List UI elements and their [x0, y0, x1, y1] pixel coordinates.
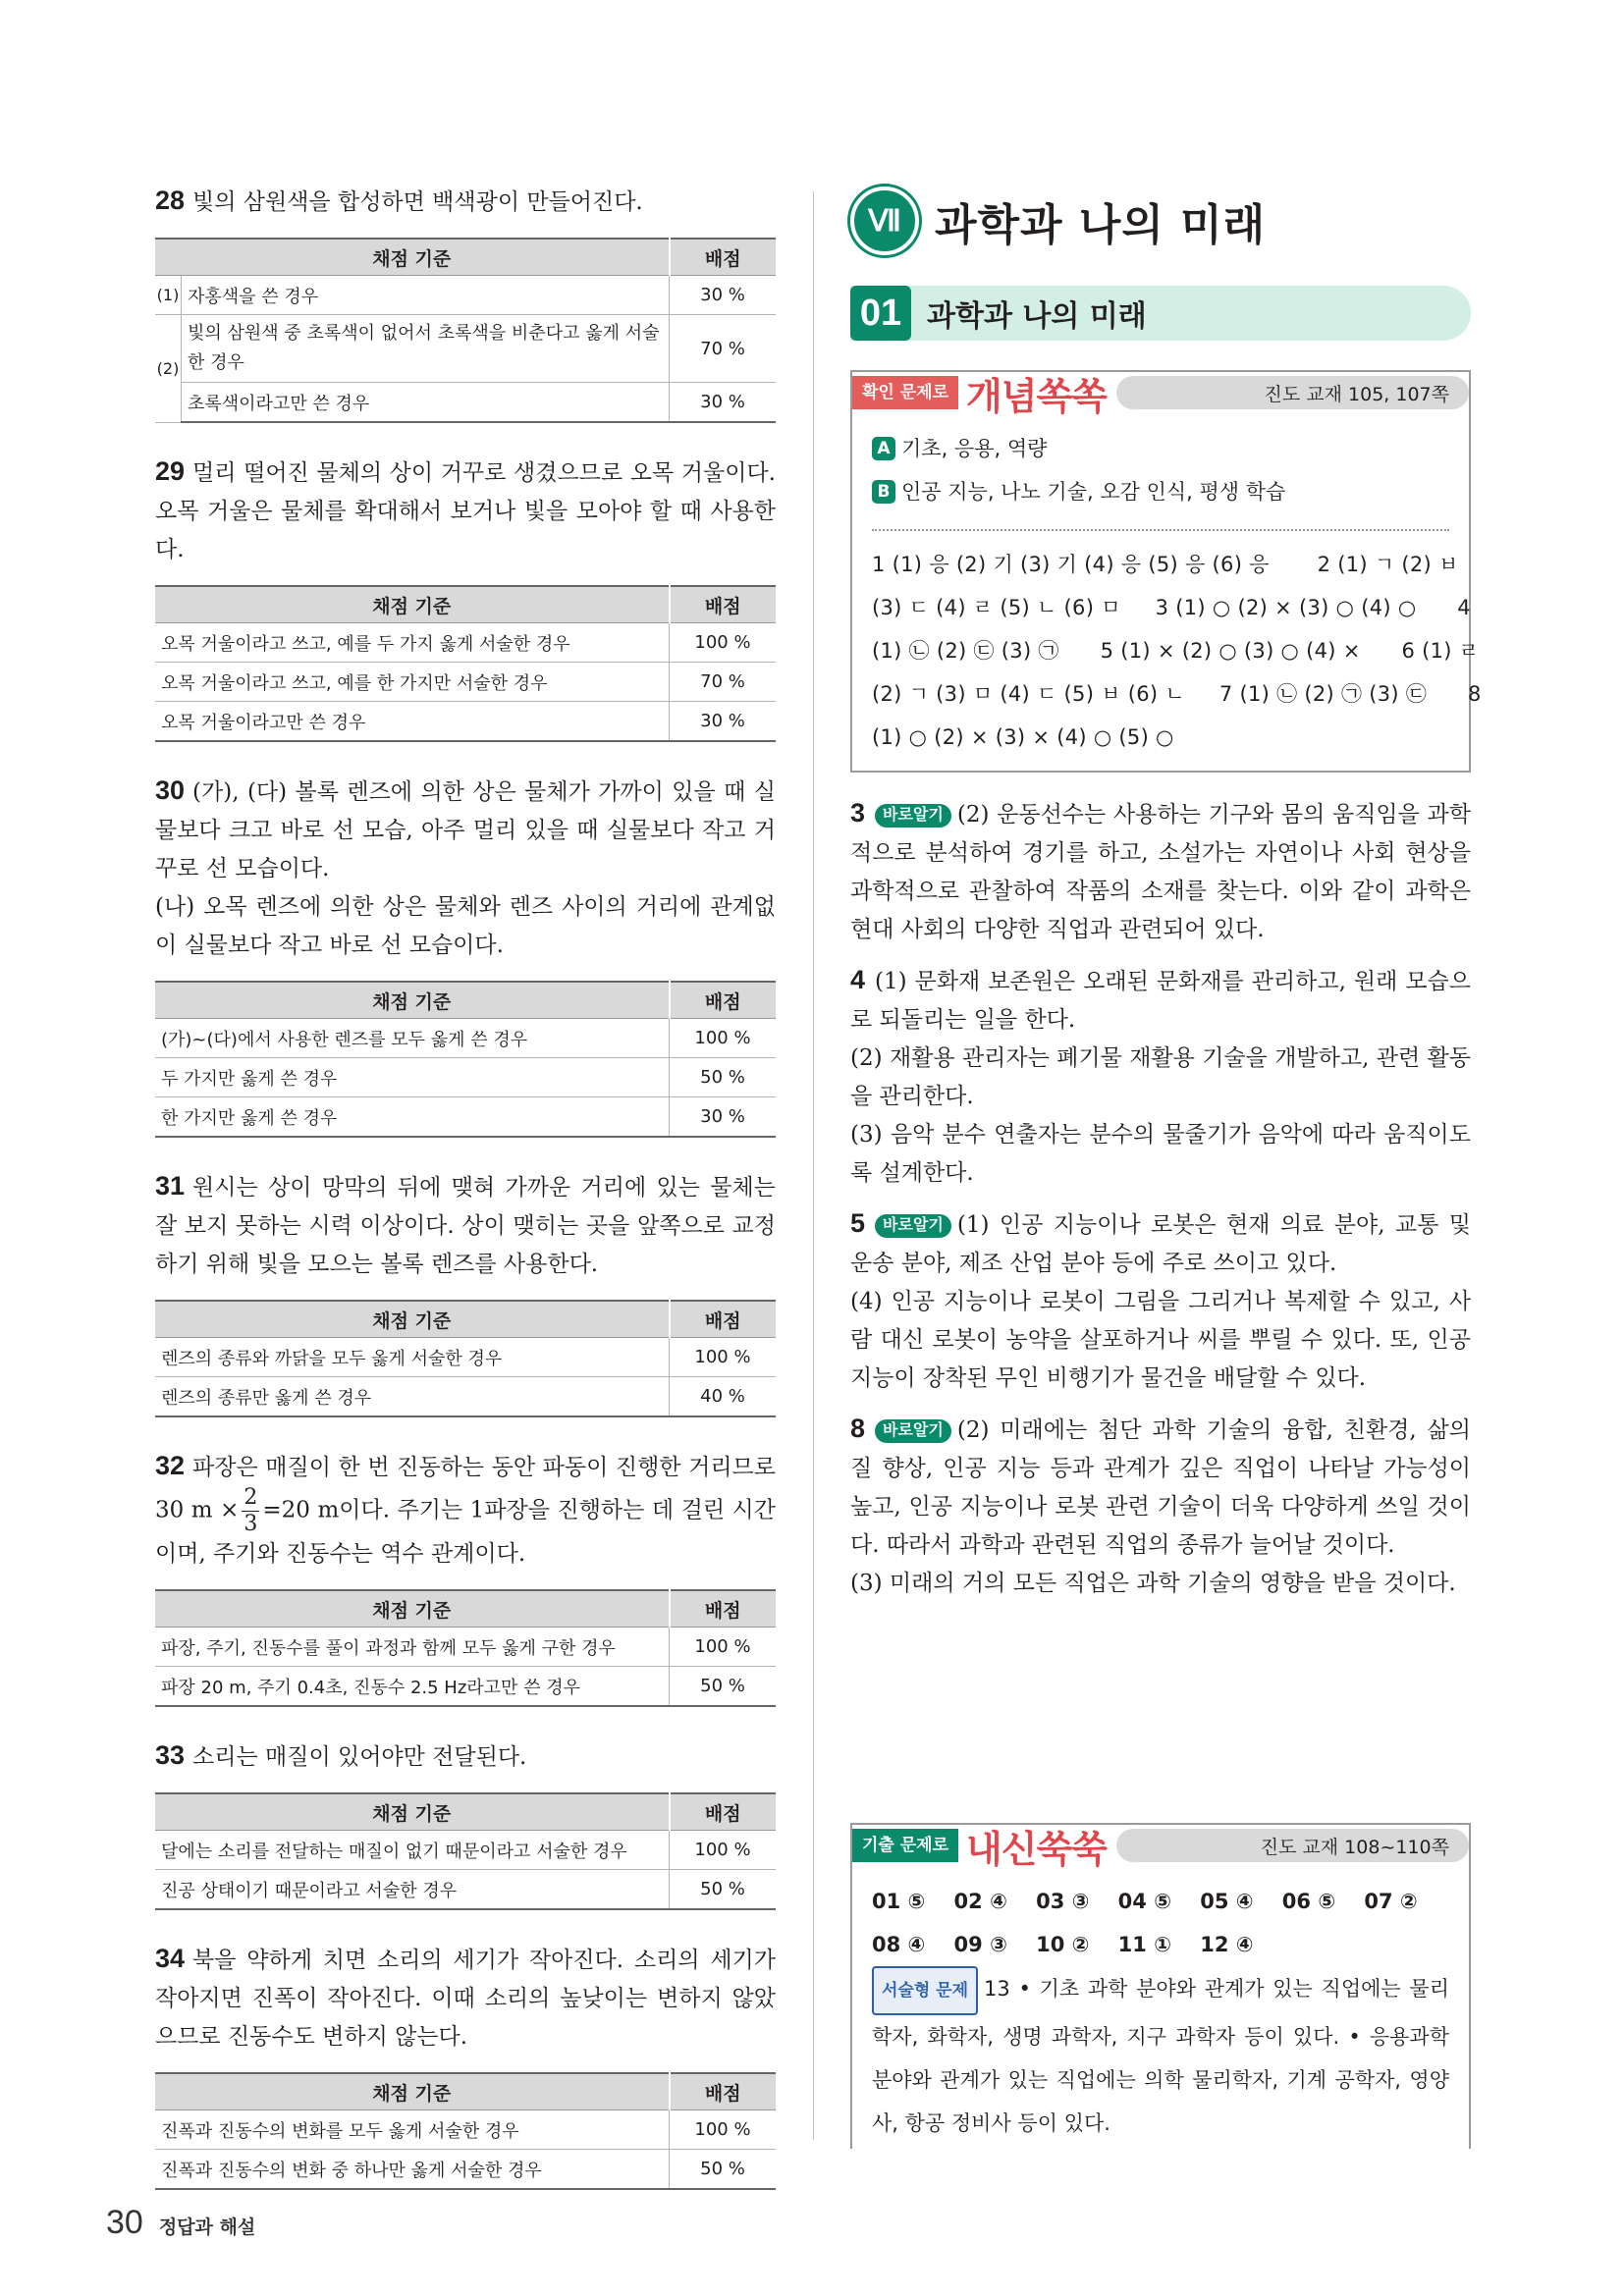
question-number: 30 [155, 775, 186, 805]
section-number: 01 [850, 286, 911, 341]
grading-table-30: 채점 기준 배점 (가)~(다)에서 사용한 렌즈를 모두 옳게 쓴 경우 100 % 두 가지만 옳게 쓴 경우 50 % 한 가지만 옳게 쓴 경우 30 % [155, 981, 776, 1138]
page-reference: 진도 교재 105, 107쪽 [1116, 376, 1469, 409]
page-label: 정답과 해설 [158, 2216, 256, 2238]
right-column [850, 182, 1482, 2135]
essay-answer: 서술형 문제 13 • 기초 과학 분야와 관계가 있는 직업에는 물리학자, 화학자, 생명 과학자, 지구 과학자 등이 있다. • 응용과학 분야와 관계가 있는 직업에는 의학 물리학자, 기계 공학자, 영양사, 항공 정비사 등이 있다. [872, 1966, 1449, 2145]
page-number: 30 [106, 2204, 143, 2241]
table-row: 한 가지만 옳게 쓴 경우 30 % [155, 1097, 776, 1138]
grading-table-33: 채점 기준 배점 달에는 소리를 전달하는 매질이 없기 때문이라고 서술한 경우 100 % 진공 상태이기 때문이라고 서술한 경우 50 % [155, 1792, 776, 1910]
question-number: 31 [155, 1171, 186, 1201]
explanation-5: 5 바로알기 (1) 인공 지능이나 로봇은 현재 의료 분야, 교통 및 운송 분야, 제조 산업 분야 등에 주로 쓰이고 있다. (4) 인공 지능이나 로봇이 그림을 그리거나 복제할 수 있고, 사람 대신 로봇이 농약을 살포하거나 씨를 뿌릴 수 있다. 또, 인공 지능이 장착된 무인 비행기가 물건을 배달할 수 있다. [850, 1208, 1471, 1391]
table-row: (가)~(다)에서 사용한 렌즈를 모두 옳게 쓴 경우 100 % [155, 1019, 776, 1058]
grading-table-31: 채점 기준 배점 렌즈의 종류와 까닭을 모두 옳게 서술한 경우 100 % 렌즈의 종류만 옳게 쓴 경우 40 % [155, 1300, 776, 1417]
fraction: $\frac{2}{3}$ [244, 1485, 258, 1536]
table-row: 진공 상태이기 때문이라고 서술한 경우 50 % [155, 1870, 776, 1910]
question-29 [155, 453, 776, 569]
question-number: 28 [155, 186, 186, 215]
section-heading [850, 286, 1471, 341]
box-tag: 기출 문제로 [852, 1829, 958, 1862]
exam-question-box [850, 1823, 1471, 2149]
table-row: 렌즈의 종류와 까닭을 모두 옳게 서술한 경우 100 % [155, 1338, 776, 1377]
correction-badge: 바로알기 [875, 1419, 951, 1443]
answer-a: A 기초, 응용, 역량 [872, 427, 1449, 470]
question-number: 29 [155, 456, 186, 486]
explanation-4: 4 (1) 문화재 보존원은 오래된 문화재를 관리하고, 원래 모습으로 되돌리는 일을 한다. (2) 재활용 관리자는 폐기물 재활용 기술을 개발하고, 관련 활동을 관리한다. (3) 음악 분수 연출자는 분수의 물줄기가 음악에 따라 움직이도록 설계한다. [850, 965, 1471, 1186]
grading-table-34: 채점 기준 배점 진폭과 진동수의 변화를 모두 옳게 서술한 경우 100 % 진폭과 진동수의 변화 중 하나만 옳게 서술한 경우 50 % [155, 2072, 776, 2190]
dotted-divider [872, 529, 1449, 531]
table-row: (1) 자홍색을 쓴 경우 30 % [155, 276, 776, 315]
table-row: 초록색이라고만 쓴 경우 30 % [155, 383, 776, 423]
table-row: 오목 거울이라고만 쓴 경우 30 % [155, 702, 776, 742]
question-30 [155, 772, 776, 965]
table-header: 배점 [670, 239, 777, 276]
correction-badge: 바로알기 [875, 804, 951, 828]
box-tag: 확인 문제로 [852, 376, 958, 409]
box-header [852, 370, 1469, 418]
left-column [155, 182, 776, 2219]
table-row: 진폭과 진동수의 변화를 모두 옳게 서술한 경우 100 % [155, 2110, 776, 2150]
grading-table-29: 채점 기준 배점 오목 거울이라고 쓰고, 예를 두 가지 옳게 서술한 경우 100 % 오목 거울이라고 쓰고, 예를 한 가지만 서술한 경우 70 % 오목 거울이라고만 쓴 경우 30 % [155, 585, 776, 742]
table-row: 진폭과 진동수의 변화 중 하나만 옳게 서술한 경우 50 % [155, 2150, 776, 2190]
multiple-choice-answers: 08 ④ 09 ③ 10 ② 11 ① 12 ④ [872, 1933, 1254, 1956]
question-text: (가), (다) 볼록 렌즈에 의한 상은 물체가 가까이 있을 때 실물보다 크고 바로 선 모습, 아주 멀리 있을 때 실물보다 작고 거꾸로 선 모습이다. [155, 779, 776, 881]
chapter-heading [850, 182, 1471, 260]
answer-line: 1 (1) 응 (2) 기 (3) 기 (4) 응 (5) 응 (6) 응 2 (1) ㄱ (2) ㅂ [872, 553, 1459, 576]
question-33: 33 소리는 매질이 있어야만 전달된다. [155, 1740, 527, 1770]
multiple-choice-answers: 01 ⑤ 02 ④ 03 ③ 04 ⑤ 05 ④ 06 ⑤ 07 ② [872, 1890, 1418, 1913]
table-row: 오목 거울이라고 쓰고, 예를 한 가지만 서술한 경우 70 % [155, 663, 776, 702]
answer-line: (1) ㉡ (2) ㉢ (3) ㉠ 5 (1) × (2) ○ (3) ○ (4) × 6 (1) ㄹ [872, 639, 1480, 663]
box-title: 개념쏙쏙 [966, 376, 1107, 418]
box-title: 내신쑥쑥 [966, 1829, 1107, 1871]
question-text: 빛의 삼원색을 합성하면 백색광이 만들어진다. [192, 189, 643, 215]
chapter-number-badge: Ⅶ [850, 187, 919, 255]
question-31 [155, 1167, 776, 1284]
box-header [852, 1823, 1469, 1871]
concept-check-box [850, 370, 1482, 773]
table-row: 파장 20 m, 주기 0.4초, 진동수 2.5 Hz라고만 쓴 경우 50 % [155, 1667, 776, 1707]
answer-line: (1) ○ (2) × (3) × (4) ○ (5) ○ [872, 725, 1174, 749]
section-title: 과학과 나의 미래 [927, 299, 1147, 334]
explanation-8: 8 바로알기 (2) 미래에는 첨단 과학 기술의 융합, 친환경, 삶의 질 향상, 인공 지능 등과 관계가 깊은 직업이 나타날 가능성이 높고, 인공 지능이나 로봇 관련 기술이 더욱 다양하게 쓰일 것이다. 따라서 과학과 관련된 직업의 종류가 늘어날 것이다. (3) 미래의 거의 모든 직업은 과학 기술의 영향을 받을 것이다. [850, 1414, 1471, 1596]
table-row: 달에는 소리를 전달하는 매질이 없기 때문이라고 서술한 경우 100 % [155, 1831, 776, 1870]
question-number: 33 [155, 1740, 186, 1770]
chapter-title: 과학과 나의 미래 [935, 200, 1267, 250]
question-text: (나) 오목 렌즈에 의한 상은 물체와 렌즈 사이의 거리에 관계없이 실물보다 작고 바로 선 모습이다. [155, 894, 776, 958]
answer-b: B 인공 지능, 나노 기술, 오감 인식, 평생 학습 [872, 470, 1449, 513]
answer-line: (2) ㄱ (3) ㅁ (4) ㄷ (5) ㅂ (6) ㄴ 7 (1) ㉡ (2) ㉠ (3) ㉢ 8 [872, 682, 1482, 706]
question-28 [155, 182, 776, 222]
label-a-badge: A [872, 437, 895, 460]
grading-table-28 [155, 238, 776, 423]
grading-table-32: 채점 기준 배점 파장, 주기, 진동수를 풀이 과정과 함께 모두 옳게 구한 경우 100 % 파장 20 m, 주기 0.4초, 진동수 2.5 Hz라고만 쓴 경우 50 % [155, 1589, 776, 1707]
explanation-3: 3 바로알기 (2) 운동선수는 사용하는 기구와 몸의 움직임을 과학적으로 분석하여 경기를 하고, 소설가는 자연이나 사회 현상을 과학적으로 관찰하여 작품의 소재를 찾는다. 이와 같이 과학은 현대 사회의 다양한 직업과 관련되어 있다. [850, 798, 1471, 942]
column-divider [813, 191, 814, 2140]
page-reference: 진도 교재 108~110쪽 [1116, 1829, 1469, 1862]
label-b-badge: B [872, 480, 895, 504]
answer-line: (3) ㄷ (4) ㄹ (5) ㄴ (6) ㅁ 3 (1) ○ (2) × (3) ○ (4) ○ 4 [872, 596, 1471, 619]
question-32: 32 파장은 매질이 한 번 진동하는 동안 파동이 진행한 거리므로 30 m × $\frac{2}{3}$ =20 m이다. 주기는 1파장을 진행하는 데 걸린 시간이며, 주기와 진동수는 역수 관계이다. [155, 1451, 776, 1567]
essay-badge: 서술형 문제 [872, 1966, 978, 2015]
correction-badge: 바로알기 [875, 1214, 951, 1238]
table-header: 채점 기준 [155, 239, 670, 276]
table-row: 오목 거울이라고 쓰고, 예를 두 가지 옳게 서술한 경우 100 % [155, 623, 776, 663]
table-row: 두 가지만 옳게 쓴 경우 50 % [155, 1058, 776, 1097]
table-row: 파장, 주기, 진동수를 풀이 과정과 함께 모두 옳게 구한 경우 100 % [155, 1628, 776, 1667]
question-text: 멀리 떨어진 물체의 상이 거꾸로 생겼으므로 오목 거울이다. 오목 거울은 물체를 확대해서 보거나 빛을 모아야 할 때 사용한다. [155, 460, 776, 562]
question-number: 34 [155, 1944, 186, 1973]
table-row: (2) 빛의 삼원색 중 초록색이 없어서 초록색을 비춘다고 옳게 서술한 경우 70 % [155, 315, 776, 383]
page-footer [106, 2204, 255, 2242]
question-34: 34 북을 약하게 치면 소리의 세기가 작아진다. 소리의 세기가 작아지면 진폭이 작아진다. 이때 소리의 높낮이는 변하지 않았으므로 진동수도 변하지 않는다. [155, 1944, 776, 2050]
question-text: 원시는 상이 망막의 뒤에 맺혀 가까운 거리에 있는 물체는 잘 보지 못하는 시력 이상이다. 상이 맺히는 곳을 앞쪽으로 교정하기 위해 빛을 모으는 볼록 렌즈를 사용한다. [155, 1175, 776, 1277]
question-number: 32 [155, 1451, 186, 1480]
table-row: 렌즈의 종류만 옳게 쓴 경우 40 % [155, 1377, 776, 1417]
